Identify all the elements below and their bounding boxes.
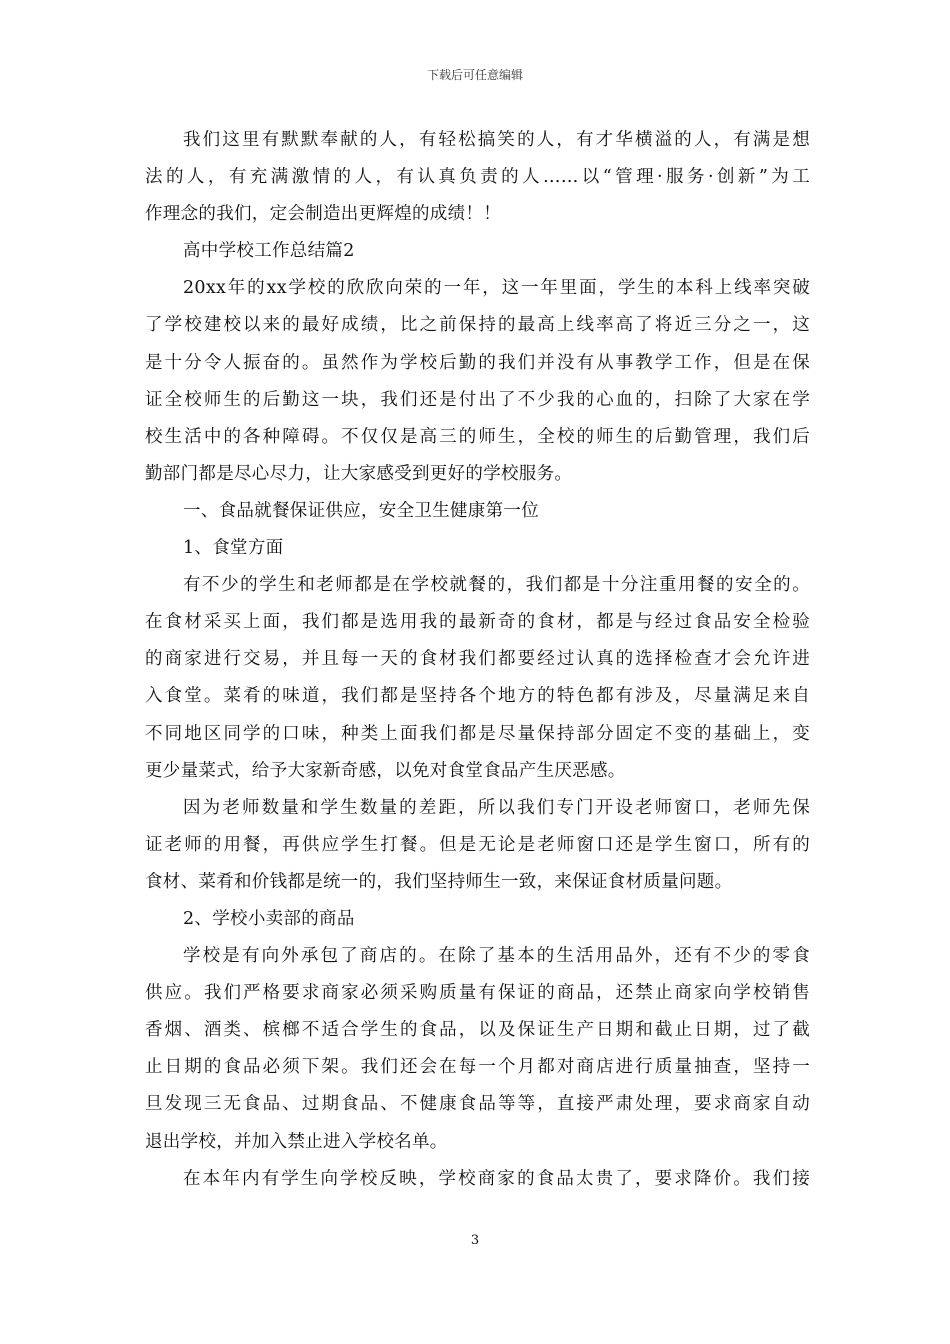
text-line: 是十分令人振奋的。虽然作为学校后勤的我们并没有从事教学工作，但是在保 — [145, 352, 810, 373]
text-line: 我们这里有默默奉献的人，有轻松搞笑的人，有才华横溢的人，有满是想 — [183, 130, 810, 150]
text-line: 食材、菜肴和价钱都是统一的，我们坚持师生一致，来保证食材质量问题。 — [145, 871, 733, 892]
text-line: 在本年内有学生向学校反映，学校商家的食品太贵了，要求降价。我们接 — [183, 1168, 810, 1189]
text-line: 高中学校工作总结篇2 — [183, 241, 355, 262]
text-line: 证老师的用餐，再供应学生打餐。但是无论是老师窗口还是学生窗口，所有的 — [145, 834, 810, 855]
text-line: 作理念的我们，定会制造出更辉煌的成绩！！ — [145, 204, 501, 225]
text-line: 学校是有向外承包了商店的。在除了基本的生活用品外，还有不少的零食 — [183, 946, 810, 967]
text-line: 勤部门都是尽心尽力，让大家感受到更好的学校服务。 — [145, 463, 573, 484]
text-line: 有不少的学生和老师都是在学校就餐的，我们都是十分注重用餐的安全的。 — [183, 575, 810, 596]
text-line: 了学校建校以来的最好成绩，比之前保持的最高上线率高了将近三分之一，这 — [145, 315, 810, 336]
text-line: 法的人，有充满激情的人，有认真负责的人……以“管理·服务·创新”为工 — [145, 167, 810, 188]
page-number: 3 — [470, 1233, 480, 1248]
text-line: 不同地区同学的口味，种类上面我们都是尽量保持部分固定不变的基础上，变 — [145, 723, 810, 744]
text-line: 供应。我们严格要求商家必须采购质量有保证的商品，还禁止商家向学校销售 — [145, 983, 810, 1004]
text-line: 入食堂。菜肴的味道，我们都是坚持各个地方的特色都有涉及，尽量满足来自 — [145, 686, 810, 707]
text-line: 止日期的食品必须下架。我们还会在每一个月都对商店进行质量抽查，坚持一 — [145, 1057, 810, 1078]
text-line: 因为老师数量和学生数量的差距，所以我们专门开设老师窗口，老师先保 — [183, 797, 810, 818]
text-line: 校生活中的各种障碍。不仅仅是高三的师生，全校的师生的后勤管理，我们后 — [145, 426, 810, 447]
text-line: 更少量菜式，给予大家新奇感，以免对食堂食品产生厌恶感。 — [145, 760, 626, 781]
text-line: 20xx年的xx学校的欣欣向荣的一年，这一年里面，学生的本科上线率突破 — [183, 278, 810, 299]
page-header: 下载后可任意编辑 — [426, 68, 523, 82]
text-line: 1、食堂方面 — [183, 538, 284, 559]
text-line: 2、学校小卖部的商品 — [183, 908, 355, 929]
text-line: 证全校师生的后勤这一块，我们还是付出了不少我的心血的，扫除了大家在学 — [145, 389, 810, 410]
text-line: 一、食品就餐保证供应，安全卫生健康第一位 — [183, 500, 539, 521]
text-line: 退出学校，并加入禁止进入学校名单。 — [145, 1131, 448, 1152]
text-line: 在食材采买上面，我们都是选用我的最新奇的食材，都是与经过食品安全检验 — [145, 612, 810, 633]
text-line: 的商家进行交易，并且每一天的食材我们都要经过认真的选择检查才会允许进 — [145, 649, 810, 670]
text-line: 旦发现三无食品、过期食品、不健康食品等等，直接严肃处理，要求商家自动 — [145, 1094, 810, 1115]
text-line: 香烟、酒类、槟榔不适合学生的食品，以及保证生产日期和截止日期，过了截 — [145, 1020, 810, 1041]
document-body — [145, 122, 810, 1198]
